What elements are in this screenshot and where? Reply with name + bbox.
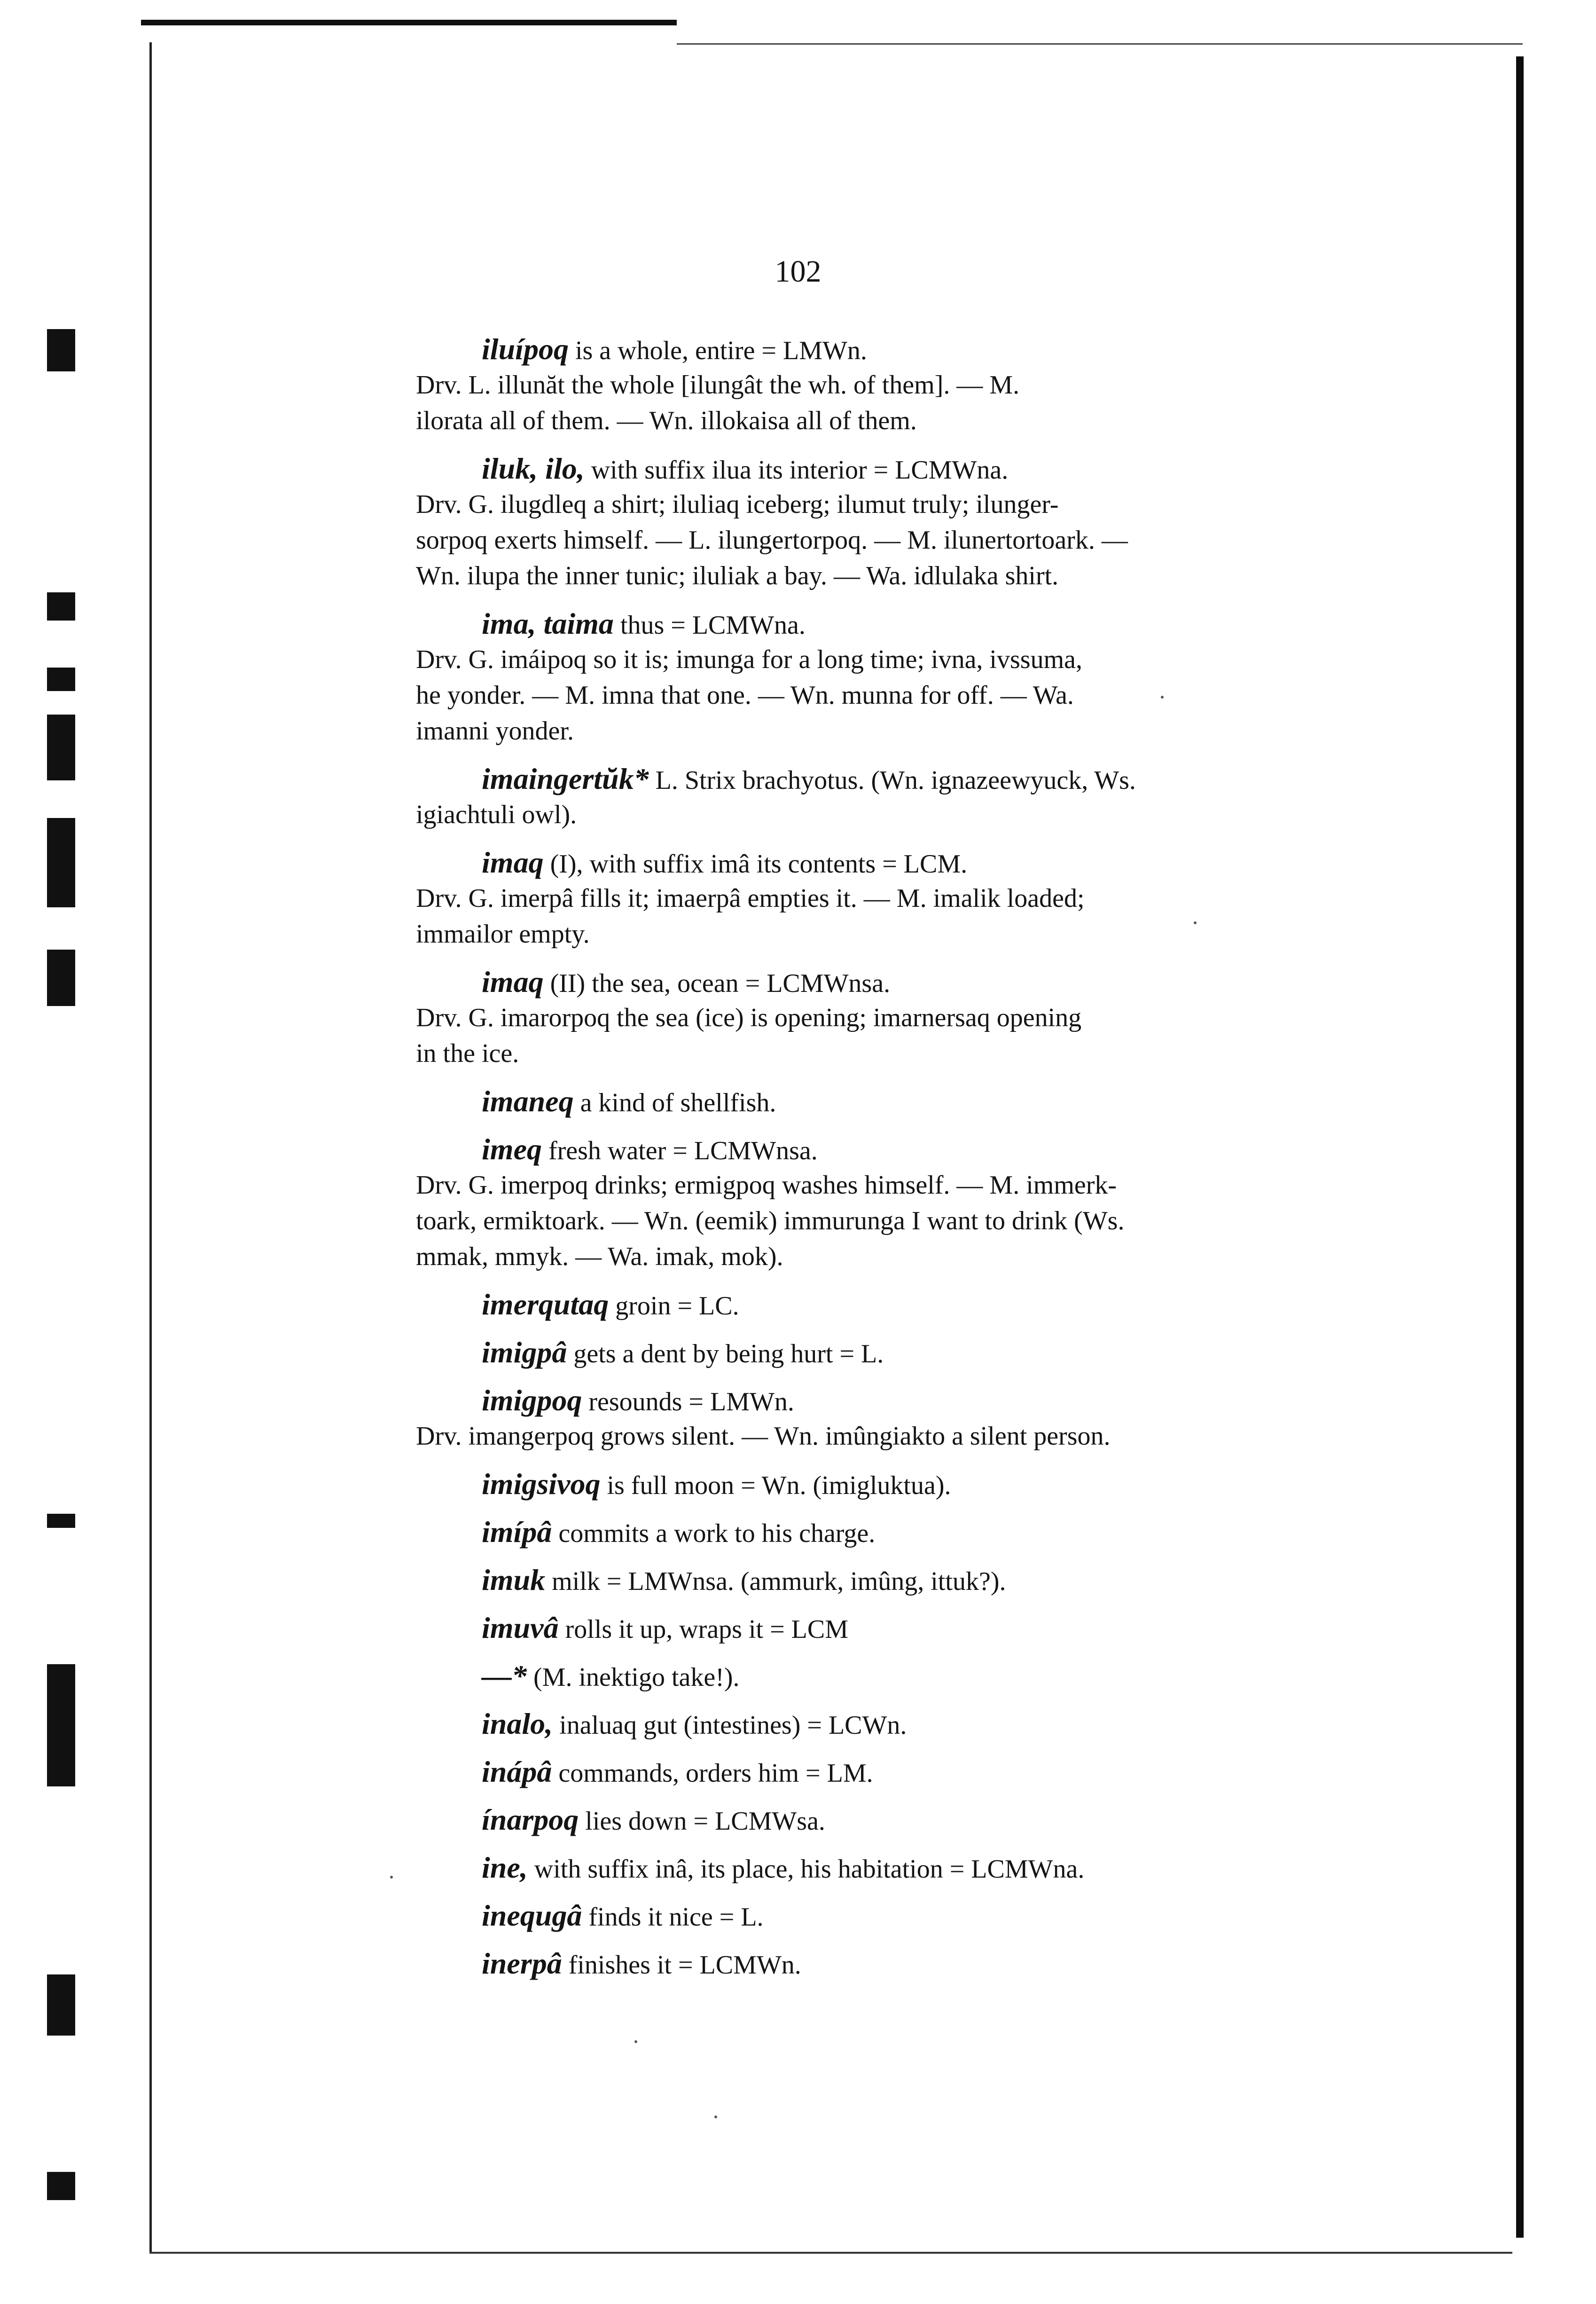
- headword: imigpâ: [482, 1336, 567, 1369]
- definition-text: (I), with suffix imâ its contents = LCM.: [543, 849, 968, 879]
- entry-headline: [482, 1802, 1328, 1838]
- dictionary-entry: [416, 1610, 1328, 1646]
- binding-mark: [47, 715, 75, 780]
- binding-mark: [47, 950, 75, 1006]
- dictionary-entry: [416, 1946, 1328, 1982]
- definition-text: resounds = LMWn.: [582, 1387, 794, 1416]
- dictionary-entry: [416, 1898, 1328, 1934]
- dictionary-entry: [416, 1754, 1328, 1790]
- dictionary-entry: [416, 1132, 1328, 1274]
- definition-text: with suffix ilua its interior = LCMWna.: [584, 456, 1009, 485]
- definition-text: fresh water = LCMWnsa.: [541, 1136, 818, 1165]
- entry-line: [416, 916, 1328, 952]
- dictionary-entry: [416, 606, 1328, 749]
- headword: imeq: [482, 1132, 542, 1166]
- definition-text: Drv. G. imerpâ fills it; imaerpâ empties it. — M. imalik loaded;: [416, 884, 1085, 913]
- headword: —*: [482, 1659, 527, 1692]
- scan-speck: [390, 1876, 393, 1879]
- definition-text: commits a work to his charge.: [552, 1519, 876, 1548]
- dictionary-entries: [416, 331, 1328, 1994]
- entry-line: [416, 1167, 1328, 1203]
- headword: imaneq: [482, 1085, 574, 1118]
- definition-text: gets a dent by being hurt = L.: [567, 1339, 884, 1368]
- definition-text: Wn. ilupa the inner tunic; iluliak a bay. — Wa. idlulaka shirt.: [416, 561, 1059, 590]
- binding-mark: [47, 1974, 75, 2036]
- definition-text: with suffix inâ, its place, his habitation = LCMWna.: [527, 1855, 1085, 1884]
- dictionary-entry: [416, 1466, 1328, 1502]
- definition-text: he yonder. — M. imna that one. — Wn. munna for off. — Wa.: [416, 681, 1074, 710]
- entry-line: [416, 642, 1328, 677]
- scan-edge-bottom: [149, 2252, 1512, 2254]
- headword: inerpâ: [482, 1947, 562, 1980]
- definition-text: (II) the sea, ocean = LCMWnsa.: [543, 969, 891, 998]
- page-number: 102: [775, 254, 821, 289]
- entry-headline: [482, 1335, 1328, 1370]
- definition-text: Drv. G. imarorpoq the sea (ice) is opening; imarnersaq opening: [416, 1003, 1082, 1032]
- headword: inápâ: [482, 1755, 552, 1788]
- entry-headline: [482, 1706, 1328, 1742]
- headword: ínarpoq: [482, 1803, 579, 1836]
- entry-headline: [482, 761, 1328, 797]
- dictionary-entry: [416, 1802, 1328, 1838]
- headword: imaq: [482, 846, 544, 879]
- binding-mark: [47, 592, 75, 621]
- headword: imigsivoq: [482, 1467, 601, 1501]
- entry-headline: [482, 845, 1328, 881]
- headword: inalo,: [482, 1707, 553, 1740]
- dictionary-entry: [416, 761, 1328, 833]
- entry-line: [416, 403, 1328, 439]
- entry-headline: [482, 1562, 1328, 1598]
- entry-headline: [482, 1287, 1328, 1322]
- entry-headline: [482, 1514, 1328, 1550]
- headword: ine,: [482, 1851, 528, 1884]
- definition-text: is full moon = Wn. (imigluktua).: [600, 1471, 951, 1500]
- entry-line: [416, 797, 1328, 833]
- entry-headline: [482, 1754, 1328, 1790]
- dictionary-entry: [416, 1850, 1328, 1886]
- entry-headline: [482, 1383, 1328, 1418]
- definition-text: immailor empty.: [416, 920, 590, 949]
- entry-headline: [482, 606, 1328, 642]
- definition-text: mmak, mmyk. — Wa. imak, mok).: [416, 1242, 783, 1271]
- entry-headline: [482, 451, 1328, 487]
- scan-speck: [634, 2040, 637, 2043]
- entry-line: [416, 1000, 1328, 1036]
- definition-text: Drv. G. ilugdleq a shirt; iluliaq iceberg; ilumut truly; ilunger-: [416, 490, 1059, 519]
- definition-text: imanni yonder.: [416, 716, 574, 746]
- definition-text: inaluaq gut (intestines) = LCWn.: [553, 1711, 907, 1740]
- entry-line: [416, 1418, 1328, 1454]
- binding-mark: [47, 1664, 75, 1786]
- scan-edge-right: [1516, 56, 1524, 2238]
- entry-headline: [482, 1084, 1328, 1119]
- definition-text: a kind of shellfish.: [573, 1088, 776, 1117]
- binding-mark: [47, 329, 75, 371]
- entry-line: [416, 713, 1328, 749]
- headword: imuvâ: [482, 1611, 559, 1644]
- definition-text: igiachtuli owl).: [416, 800, 577, 829]
- definition-text: Drv. imangerpoq grows silent. — Wn. imûngiakto a silent person.: [416, 1422, 1111, 1451]
- definition-text: finds it nice = L.: [582, 1903, 764, 1932]
- dictionary-entry: [416, 451, 1328, 594]
- definition-text: commands, orders him = LM.: [552, 1759, 873, 1788]
- dictionary-entry: [416, 1383, 1328, 1454]
- definition-text: lies down = LCMWsa.: [579, 1807, 825, 1836]
- headword: inequgâ: [482, 1899, 582, 1932]
- headword: iluípoq: [482, 332, 569, 366]
- binding-marks: [47, 329, 136, 2068]
- entry-headline: [482, 1132, 1328, 1167]
- definition-text: Drv. G. imerpoq drinks; ermigpoq washes himself. — M. immerk-: [416, 1171, 1117, 1200]
- definition-text: ilorata all of them. — Wn. illokaisa all of them.: [416, 406, 917, 435]
- dictionary-entry: [416, 1514, 1328, 1550]
- definition-text: is a whole, entire = LMWn.: [568, 336, 867, 365]
- dictionary-entry: [416, 1287, 1328, 1322]
- entry-line: [416, 1036, 1328, 1071]
- entry-line: [416, 522, 1328, 558]
- definition-text: sorpoq exerts himself. — L. ilungertorpoq. — M. ilunertortoark. —: [416, 526, 1128, 555]
- entry-headline: [482, 1658, 1328, 1694]
- headword: imerqutaq: [482, 1288, 609, 1321]
- headword: imaq: [482, 965, 544, 999]
- entry-headline: [482, 331, 1328, 367]
- dictionary-entry: [416, 1562, 1328, 1598]
- entry-line: [416, 1203, 1328, 1239]
- dictionary-entry: [416, 1706, 1328, 1742]
- entry-headline: [482, 1898, 1328, 1934]
- definition-text: Drv. G. imáipoq so it is; imunga for a long time; ivna, ivssuma,: [416, 645, 1082, 674]
- entry-line: [416, 677, 1328, 713]
- definition-text: toark, ermiktoark. — Wn. (eemik) immurunga I want to drink (Ws.: [416, 1206, 1125, 1235]
- scan-edge-left: [149, 42, 152, 2252]
- headword: iluk, ilo,: [482, 452, 585, 485]
- binding-mark: [47, 668, 75, 691]
- dictionary-entry: [416, 331, 1328, 439]
- dictionary-entry: [416, 964, 1328, 1071]
- definition-text: Drv. L. illunăt the whole [ilungât the wh. of them]. — M.: [416, 370, 1020, 400]
- dictionary-entry: [416, 1658, 1328, 1694]
- entry-headline: [482, 1850, 1328, 1886]
- dictionary-entry: [416, 1084, 1328, 1119]
- definition-text: rolls it up, wraps it = LCM: [558, 1615, 849, 1644]
- scan-edge-top: [141, 20, 677, 25]
- entry-line: [416, 558, 1328, 594]
- binding-mark: [47, 1514, 75, 1528]
- definition-text: groin = LC.: [609, 1291, 739, 1321]
- definition-text: in the ice.: [416, 1039, 519, 1068]
- entry-headline: [482, 964, 1328, 1000]
- entry-line: [416, 1239, 1328, 1274]
- entry-line: [416, 487, 1328, 522]
- entry-line: [416, 881, 1328, 916]
- definition-text: (M. inektigo take!).: [527, 1663, 740, 1692]
- entry-line: [416, 367, 1328, 403]
- headword: imuk: [482, 1563, 546, 1596]
- scan-speck: [714, 2115, 717, 2118]
- entry-headline: [482, 1466, 1328, 1502]
- definition-text: thus = LCMWna.: [613, 611, 806, 640]
- dictionary-entry: [416, 845, 1328, 952]
- headword: ima, taima: [482, 607, 614, 640]
- headword: imípâ: [482, 1515, 552, 1549]
- entry-headline: [482, 1946, 1328, 1982]
- definition-text: finishes it = LCMWn.: [562, 1950, 801, 1980]
- definition-text: milk = LMWnsa. (ammurk, imûng, ittuk?).: [545, 1567, 1006, 1596]
- binding-mark: [47, 818, 75, 907]
- headword: imigpoq: [482, 1384, 582, 1417]
- definition-text: L. Strix brachyotus. (Wn. ignazeewyuck, Ws.: [649, 766, 1136, 795]
- dictionary-entry: [416, 1335, 1328, 1370]
- entry-headline: [482, 1610, 1328, 1646]
- headword: imaingertŭk*: [482, 762, 649, 795]
- scan-edge-top-thin: [677, 43, 1523, 45]
- binding-mark: [47, 2172, 75, 2200]
